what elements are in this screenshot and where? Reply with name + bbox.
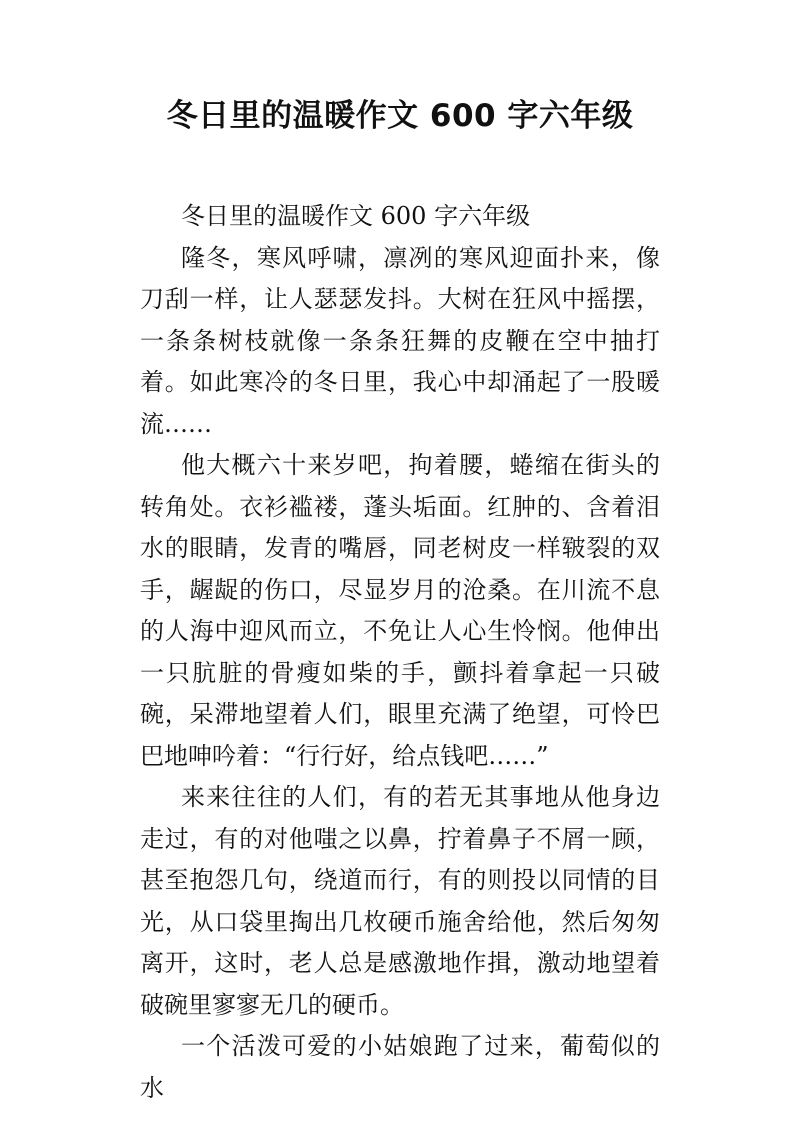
- document-body: [140, 196, 660, 1109]
- document-subtitle: 冬日里的温暖作文 600 字六年级: [181, 202, 531, 230]
- paragraph-2: 他大概六十来岁吧，拘着腰，蜷缩在街头的转角处。衣衫褴褛，蓬头垢面。红肿的、含着泪水的眼睛，发青的嘴唇，同老树皮一样皲裂的双手，龌龊的伤口，尽显岁月的沧桑。在川流不息的人海中迎风而立，不免让人心生怜悯。他伸出一只肮脏的骨瘦如柴的手，颤抖着拿起一只破碗，呆滞地望着人们，眼里充满了绝望，可怜巴巴地呻吟着：“行行好，给点钱吧……”: [140, 451, 660, 770]
- paragraph-4: 一个活泼可爱的小姑娘跑了过来，葡萄似的水: [140, 1032, 660, 1102]
- paragraph-3: 来来往往的人们，有的若无其事地从他身边走过，有的对他嗤之以鼻，拧着鼻子不屑一顾，甚至抱怨几句，绕道而行，有的则投以同情的目光，从口袋里掏出几枚硬币施舍给他，然后匆匆离开，这时，老人总是感激地作揖，激动地望着破碗里寥寥无几的硬币。: [140, 783, 660, 1019]
- paragraph-1: 隆冬，寒风呼啸，凛冽的寒风迎面扑来，像刀刮一样，让人瑟瑟发抖。大树在狂风中摇摆，一条条树枝就像一条条狂舞的皮鞭在空中抽打着。如此寒冷的冬日里，我心中却涌起了一股暖流……: [140, 243, 660, 438]
- document-title: 冬日里的温暖作文 600 字六年级: [166, 98, 634, 134]
